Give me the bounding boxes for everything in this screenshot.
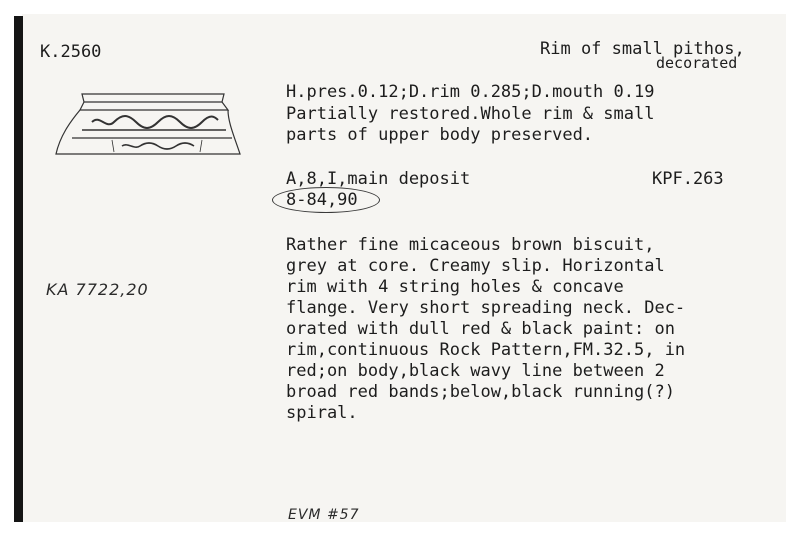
right-margin [786, 0, 800, 538]
footer-note: EVM #57 [288, 507, 360, 523]
card-left-edge-bar [14, 16, 23, 522]
preservation-line: parts of upper body preserved. [286, 125, 594, 145]
description-line: grey at core. Creamy slip. Horizontal [286, 256, 665, 276]
description-line: rim,continuous Rock Pattern,FM.32.5, in [286, 340, 686, 360]
preservation-line: Partially restored.Whole rim & small [286, 104, 655, 124]
description-line: red;on body,black wavy line between 2 [286, 361, 665, 381]
inventory-note: KA 7722,20 [46, 280, 149, 299]
catalogue-number: K.2560 [40, 42, 102, 62]
kpf-reference: KPF.263 [652, 169, 724, 189]
context-line: A,8,I,main deposit [286, 169, 471, 189]
context-numbers: 8-84,90 [286, 190, 358, 210]
description-line: Rather fine micaceous brown biscuit, [286, 235, 655, 255]
object-title: Rim of small pithos, [540, 39, 745, 59]
description-line: broad red bands;below,black running(?) [286, 382, 675, 402]
pithos-rim-profile-drawing-icon [52, 88, 242, 160]
top-margin [0, 0, 800, 14]
measurements: H.pres.0.12;D.rim 0.285;D.mouth 0.19 [286, 82, 655, 102]
description-line: flange. Very short spreading neck. Dec- [286, 298, 686, 318]
description-line: rim with 4 string holes & concave [286, 277, 624, 297]
description-line: orated with dull red & black paint: on [286, 319, 675, 339]
object-title-addition: decorated [656, 54, 738, 72]
description-line: spiral. [286, 403, 358, 423]
bottom-margin [0, 522, 800, 538]
